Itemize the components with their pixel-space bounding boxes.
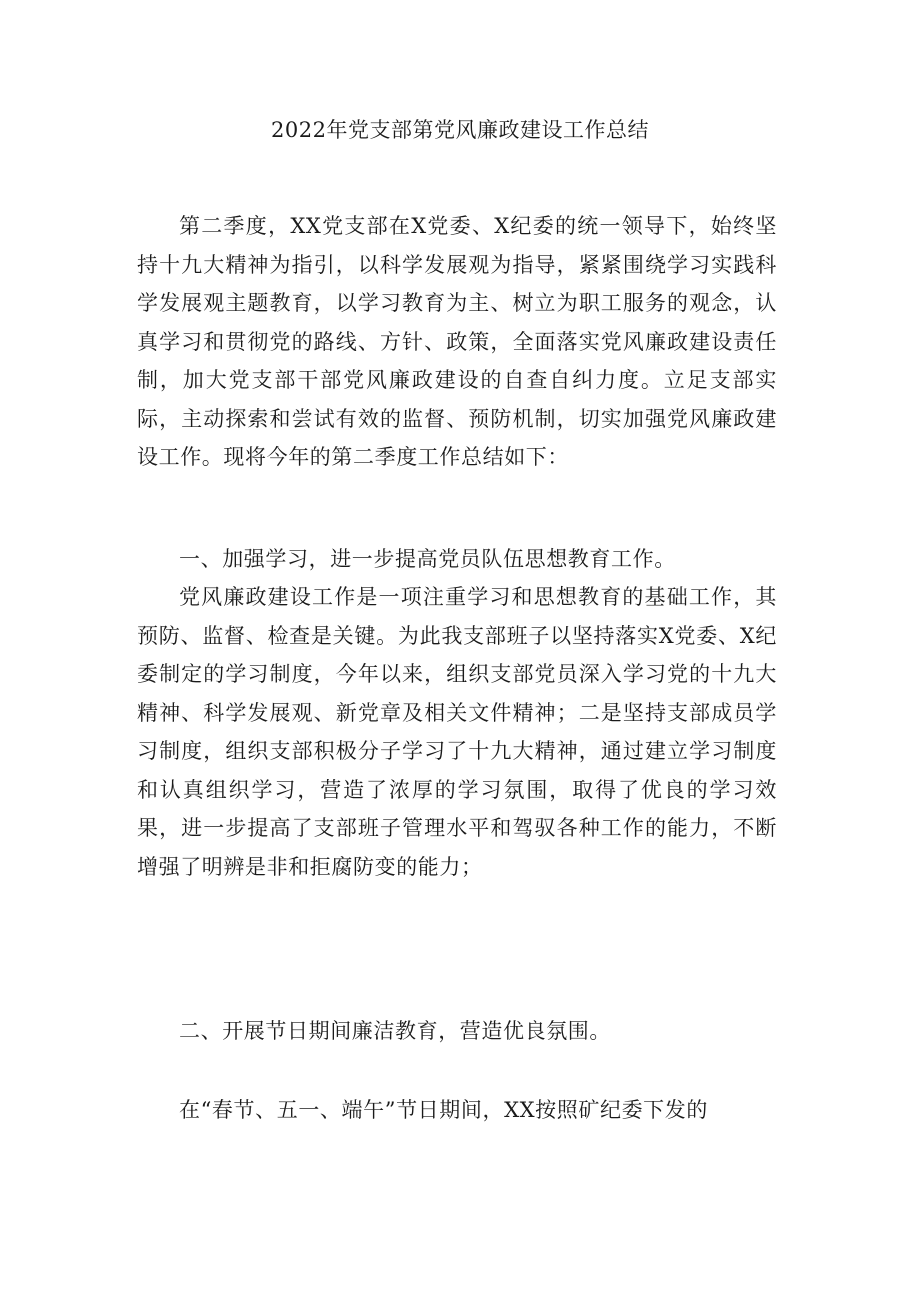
- paragraph-text: 在“春节、五一、端午”节日期间，XX按照矿纪委下发的: [179, 1098, 708, 1122]
- paragraph-holiday: [137, 1091, 777, 1130]
- heading-text: 一、加强学习，进一步提高党员队伍思想教育工作。: [179, 547, 676, 571]
- paragraph-intro: [137, 207, 777, 477]
- paragraph-text: 党风廉政建设工作是一项注重学习和思想教育的基础工作，其预防、监督、检查是关键。为此我支部班子以坚持落实X党委、X纪委制定的学习制度，今年以来，组织支部党员深入学习党的十九大精神、科学发展观、新党章及相关文件精神；二是坚持支部成员学习制度，组织支部积极分子学习了十九大精神，通过建立学习制度和认真组织学习，营造了浓厚的学习氛围，取得了优良的学习效果，进一步提高了支部班子管理水平和驾驭各种工作的能力，不断增强了明辨是非和拒腐防变的能力；: [137, 585, 777, 879]
- document-title: 2022年党支部第党风廉政建设工作总结: [271, 118, 649, 142]
- heading-text: 二、开展节日期间廉洁教育，营造优良氛围。: [179, 1019, 611, 1043]
- section-heading-1: [137, 540, 777, 579]
- paragraph-text: 第二季度，XX党支部在X党委、X纪委的统一领导下，始终坚持十九大精神为指引，以科学发展观为指导，紧紧围绕学习实践科学发展观主题教育，以学习教育为主、树立为职工服务的观念，认真学习和贯彻党的路线、方针、政策，全面落实党风廉政建设责任制，加大党支部干部党风廉政建设的自查自纠力度。立足支部实际，主动探索和尝试有效的监督、预防机制，切实加强党风廉政建设工作。现将今年的第二季度工作总结如下：: [137, 214, 777, 469]
- paragraph-study: [137, 578, 777, 886]
- section-heading-2: [137, 1012, 777, 1051]
